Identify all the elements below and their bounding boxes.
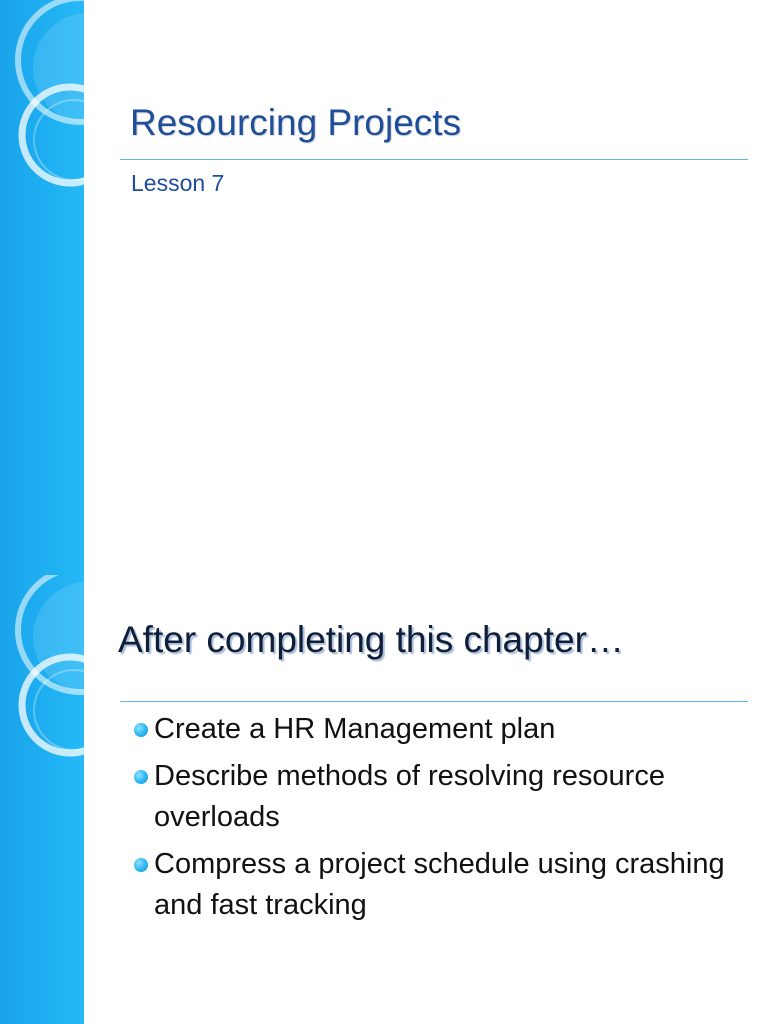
- list-item-text: Compress a project schedule using crashing and fast tracking: [154, 848, 725, 921]
- bullet-icon: [134, 723, 148, 737]
- list-item-text: Describe methods of resolving resource overloads: [154, 760, 665, 833]
- slide-side-band: [0, 0, 84, 512]
- bullet-icon: [134, 770, 148, 784]
- decorative-swirl-icon: [0, 575, 84, 1024]
- slide-title-text: Resourcing Projects: [130, 102, 462, 143]
- gap-side-band: [0, 512, 84, 575]
- slide-objectives: [0, 575, 768, 1024]
- list-item-text: Create a HR Management plan: [154, 713, 556, 745]
- slide-side-band: [0, 575, 84, 1024]
- slide-subtitle: Lesson 7: [131, 170, 225, 196]
- bullet-icon: [134, 858, 148, 872]
- slide-heading: After completing this chapter…: [118, 619, 624, 660]
- list-item: [132, 844, 732, 926]
- decorative-swirl-icon: [0, 0, 84, 512]
- slide-gap: [0, 512, 768, 575]
- list-item: [132, 756, 732, 838]
- list-item: [132, 709, 732, 750]
- title-divider: [120, 159, 748, 160]
- heading-divider: [120, 701, 748, 702]
- objectives-list: [132, 709, 732, 932]
